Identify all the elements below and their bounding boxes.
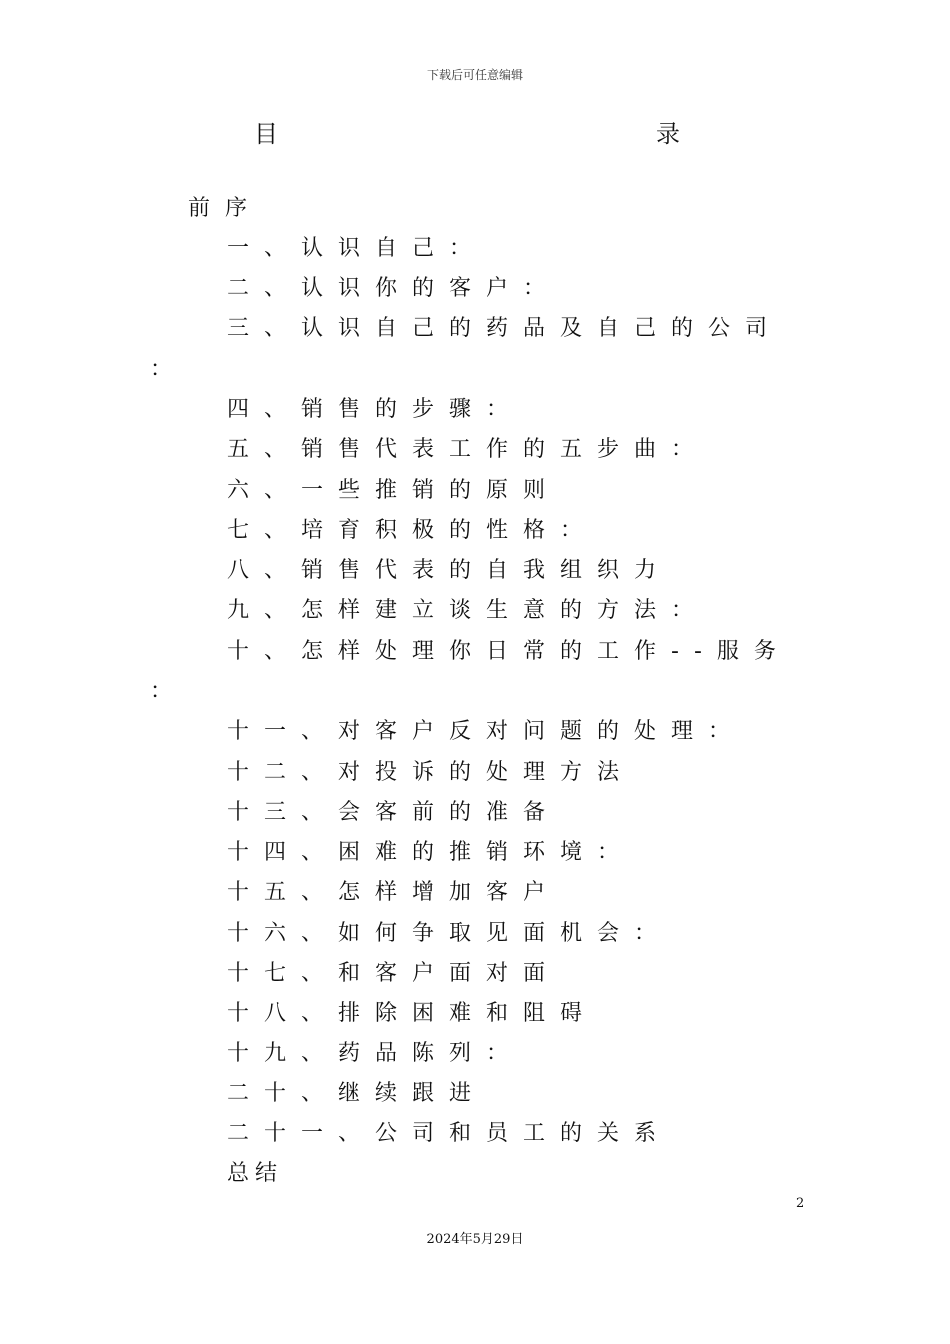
toc-item-20: 二十、继续跟进 xyxy=(227,1081,487,1106)
toc-item-summary: 总结 xyxy=(227,1161,284,1186)
toc-item-15: 十五、怎样增加客户 xyxy=(227,880,561,905)
toc-item-13: 十三、会客前的准备 xyxy=(227,800,561,825)
toc-item-21: 二十一、公司和员工的关系 xyxy=(227,1121,672,1146)
toc-item-9: 九、怎样建立谈生意的方法： xyxy=(227,598,709,623)
toc-item-10-continuation: ： xyxy=(150,679,188,704)
toc-item-17: 十七、和客户面对面 xyxy=(227,961,561,986)
toc-title-left: 目 xyxy=(254,120,278,148)
toc-item-10: 十、怎样处理你日常的工作--服务 xyxy=(227,639,791,664)
toc-item-14: 十四、困难的推销环境： xyxy=(227,840,635,865)
toc-item-7: 七、培育积极的性格： xyxy=(227,518,598,543)
toc-item-2: 二、认识你的客户： xyxy=(227,276,561,301)
toc-item-18: 十八、排除困难和阻碍 xyxy=(227,1001,598,1026)
toc-item-19: 十九、药品陈列： xyxy=(227,1041,524,1066)
toc-item-12: 十二、对投诉的处理方法 xyxy=(227,760,635,785)
toc-item-3-continuation: ： xyxy=(150,357,188,382)
footer-date: 2024年5月29日 xyxy=(426,1232,524,1247)
toc-title-right: 录 xyxy=(656,120,680,148)
toc-item-8: 八、销售代表的自我组织力 xyxy=(227,558,672,583)
toc-item-3: 三、认识自己的药品及自己的公司 xyxy=(227,316,783,341)
toc-item-11: 十一、对客户反对问题的处理： xyxy=(227,719,746,744)
page-number: 2 xyxy=(796,1196,805,1211)
toc-item-4: 四、销售的步骤： xyxy=(227,397,524,422)
header-note: 下载后可任意编辑 xyxy=(426,68,523,82)
toc-item-5: 五、销售代表工作的五步曲： xyxy=(227,437,709,462)
toc-item-16: 十六、如何争取见面机会： xyxy=(227,921,672,946)
toc-item-preface: 前序 xyxy=(188,196,263,221)
toc-item-6: 六、一些推销的原则 xyxy=(227,478,561,503)
toc-item-1: 一、认识自己： xyxy=(227,236,487,261)
